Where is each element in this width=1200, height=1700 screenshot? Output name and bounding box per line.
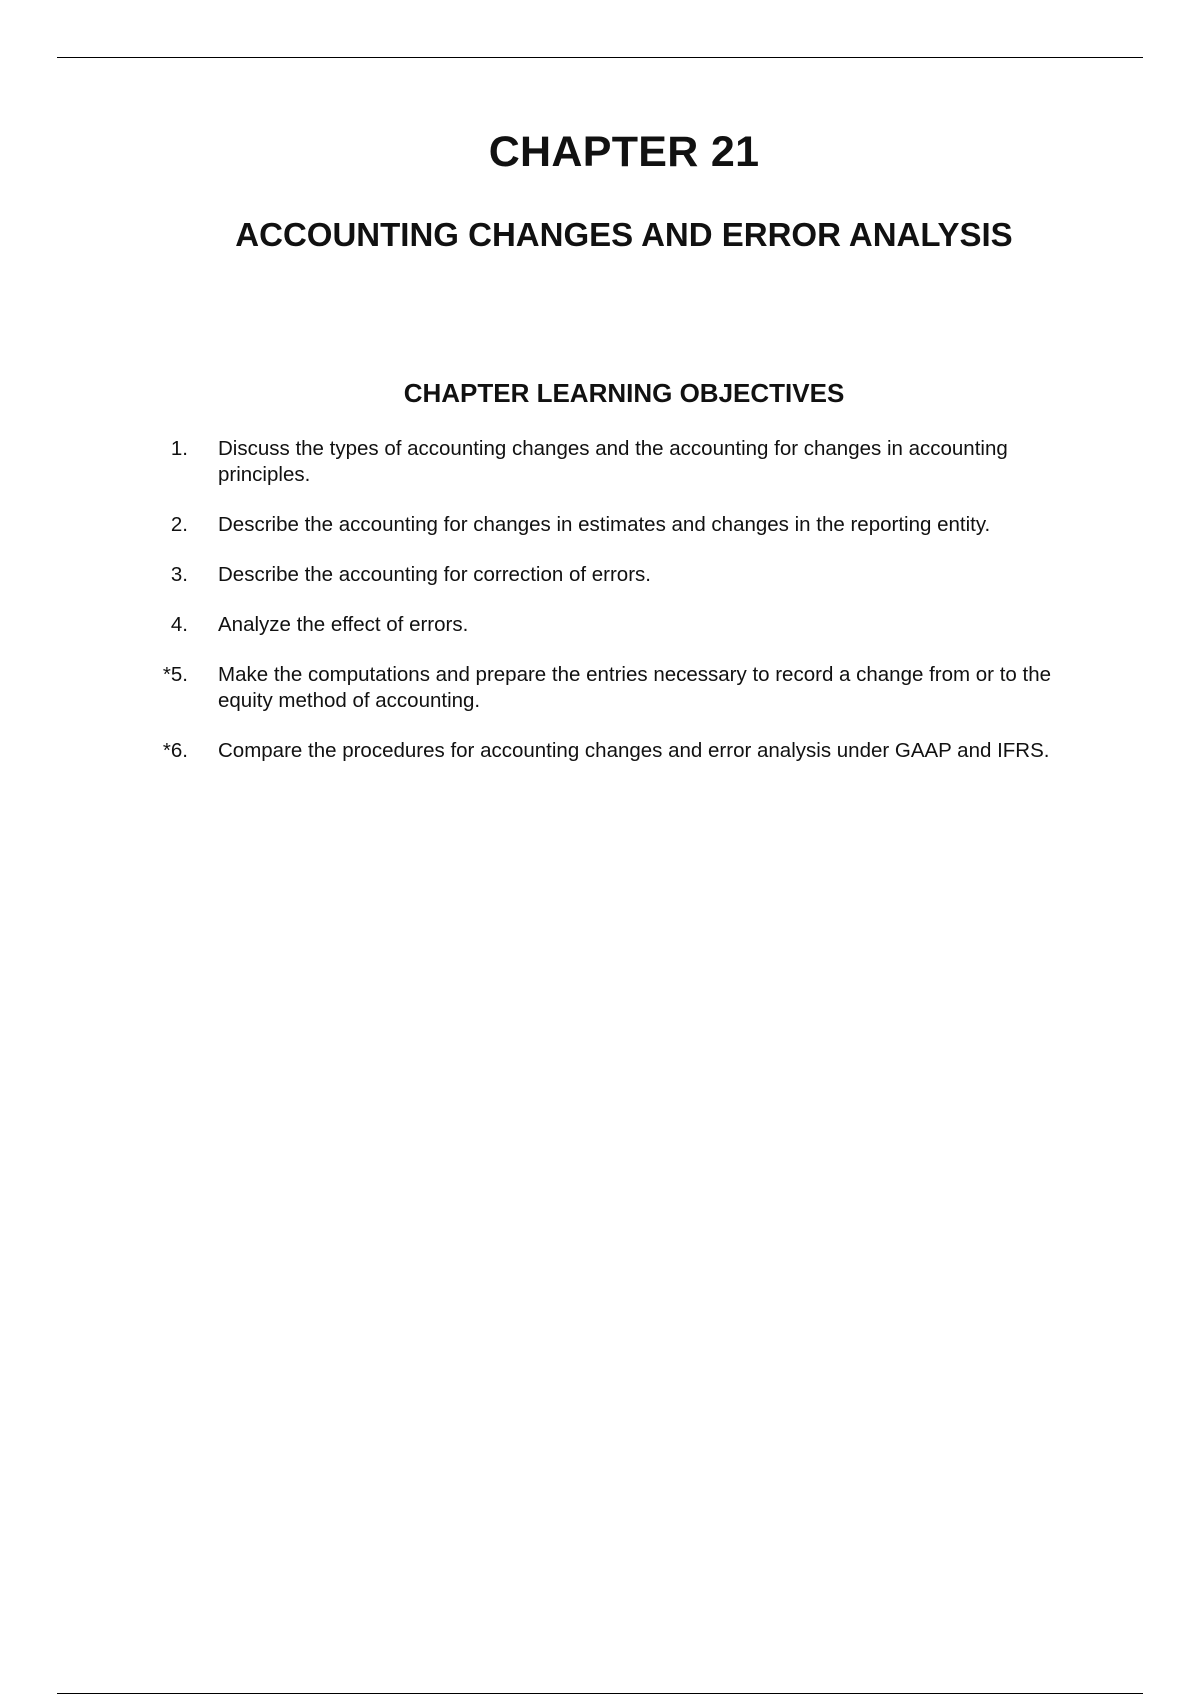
objective-text: Analyze the effect of errors.: [218, 613, 469, 636]
objective-text: Describe the accounting for correction of errors.: [218, 563, 651, 586]
objectives-list: [150, 436, 1090, 788]
objective-number: *5.: [162, 663, 188, 686]
objective-number: 2.: [170, 513, 188, 536]
objective-item: [150, 612, 1090, 638]
objective-text: Describe the accounting for changes in estimates and changes in the reporting entity.: [218, 513, 991, 536]
objective-text: Discuss the types of accounting changes and the accounting for changes in accounting principles.: [218, 437, 1008, 486]
bottom-rule: [57, 1693, 1143, 1694]
objectives-heading: CHAPTER LEARNING OBJECTIVES: [403, 378, 845, 408]
objective-item: [150, 436, 1090, 488]
objective-number: 3.: [170, 563, 188, 586]
objective-item: [150, 512, 1090, 538]
chapter-number: CHAPTER 21: [488, 128, 760, 176]
objective-item: [150, 738, 1090, 764]
top-rule: [57, 57, 1143, 58]
objective-number: *6.: [162, 739, 188, 762]
objective-number: 4.: [170, 613, 188, 636]
objective-item: [150, 662, 1090, 714]
objective-text: Compare the procedures for accounting changes and error analysis under GAAP and IFRS.: [218, 739, 1050, 762]
objective-number: 1.: [170, 437, 188, 460]
chapter-title: ACCOUNTING CHANGES AND ERROR ANALYSIS: [235, 216, 1013, 253]
objective-text: Make the computations and prepare the entries necessary to record a change from or to the equity method of accounting.: [218, 663, 1051, 712]
objective-item: [150, 562, 1090, 588]
